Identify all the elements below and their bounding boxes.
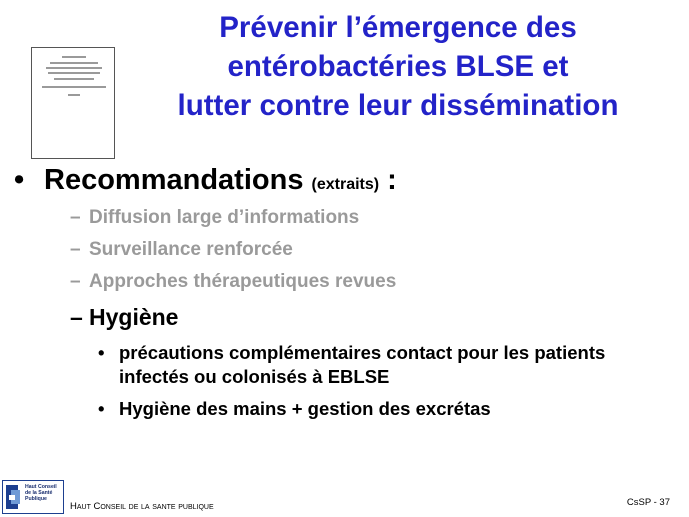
footer-page-number: CsSP - 37 [626, 497, 670, 508]
bullet-icon: • [98, 342, 105, 363]
detail-text: Hygiène des mains + gestion des excrétas [119, 398, 491, 419]
hcsp-logo [2, 480, 64, 514]
dash-icon: – [70, 304, 83, 330]
slide-title [118, 8, 678, 125]
detail-precautions [98, 341, 658, 389]
logo-text: Haut Conseil de la Santé Publique [25, 484, 57, 502]
document-thumbnail [31, 47, 115, 159]
subitem-text: Approches thérapeutiques revues [89, 271, 397, 292]
footer-organization: Haut Conseil de la sante publique [70, 501, 214, 512]
heading-note: (extraits) [311, 176, 380, 193]
subitem-approches [70, 271, 396, 293]
heading-text: Recommandations [44, 164, 304, 196]
bullet-icon: • [98, 398, 105, 419]
subitem-hygiene [70, 304, 178, 331]
detail-text: précautions complémentaires contact pour les patients infectés ou colonisés à EBLSE [119, 342, 606, 387]
detail-hygiene-mains [98, 397, 658, 421]
subitem-text: Diffusion large d’informations [89, 207, 360, 228]
subitem-text: Surveillance renforcée [89, 239, 293, 260]
subitem-text: Hygiène [89, 304, 179, 330]
subitem-surveillance [70, 239, 293, 261]
dash-icon: – [70, 271, 81, 292]
dash-icon: – [70, 207, 81, 228]
title-line-2: entérobactéries BLSE et [227, 50, 569, 83]
title-line-1: Prévenir l’émergence des [219, 11, 577, 44]
bullet-icon: • [14, 164, 25, 196]
logo-mark-icon [3, 481, 23, 513]
heading-colon: : [387, 164, 397, 196]
recommendations-heading [14, 164, 397, 197]
dash-icon: – [70, 239, 81, 260]
title-line-3: lutter contre leur dissémination [177, 89, 619, 122]
subitem-diffusion [70, 207, 359, 229]
